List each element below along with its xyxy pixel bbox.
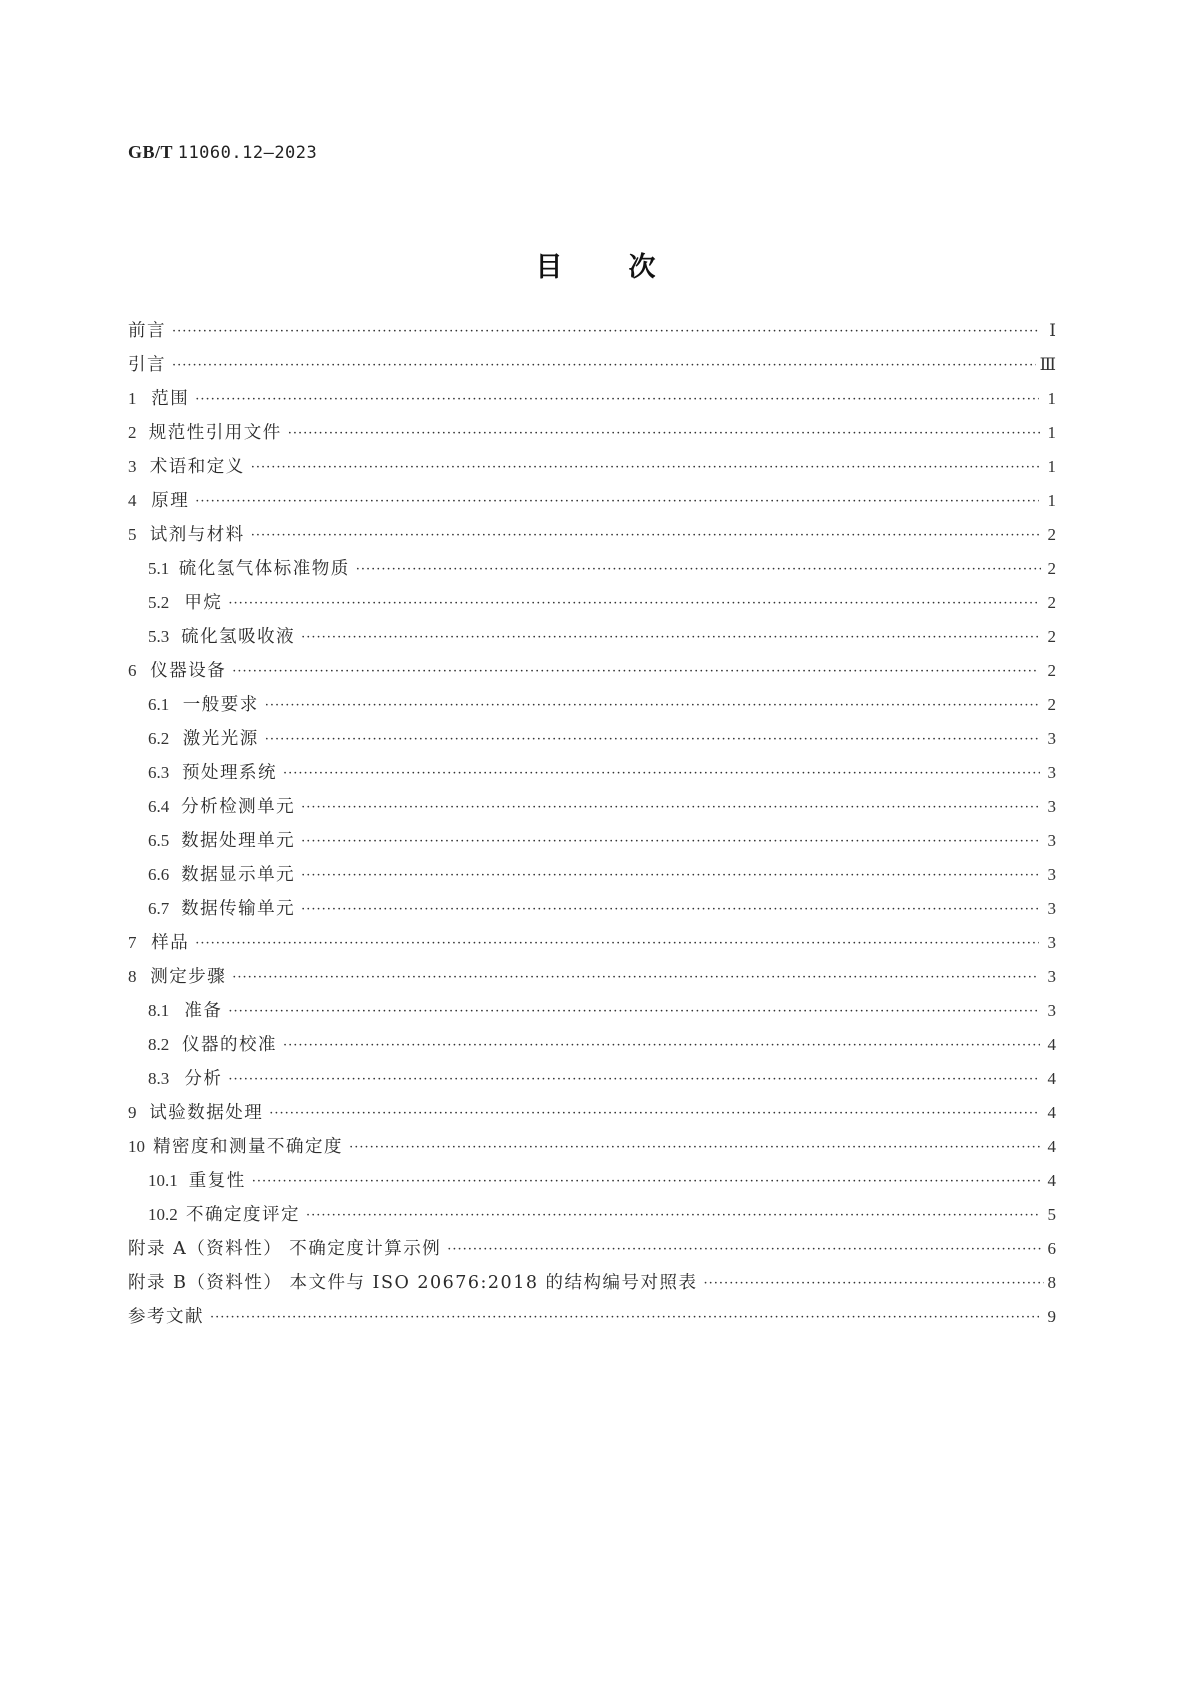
toc-dot-leader (283, 759, 1040, 789)
toc-entry-page: 3 (1047, 763, 1056, 782)
toc-dot-leader (447, 1235, 1043, 1265)
toc-entry-label: 引言 (128, 355, 166, 375)
toc-entry-page: 2 (1047, 661, 1056, 680)
toc-entry-page: Ⅲ (1039, 355, 1056, 374)
toc-entry-number: 6.4 (148, 797, 170, 816)
toc-entry-number: 4 (128, 491, 137, 510)
toc-dot-leader (172, 351, 1036, 381)
toc-entry-label: 前言 (128, 321, 166, 341)
toc-entry-label: 重复性 (188, 1171, 246, 1191)
toc-dot-leader (265, 725, 1040, 755)
toc-entry-6-1[interactable] (128, 690, 1056, 720)
toc-entry-label: 激光光源 (182, 729, 259, 749)
toc-entry-label: 原理 (151, 491, 190, 511)
toc-entry-number: 6.7 (148, 899, 170, 918)
toc-entry-9[interactable] (128, 1098, 1056, 1128)
toc-entry-8-2[interactable] (128, 1030, 1056, 1060)
toc-dot-leader (195, 487, 1039, 517)
toc-dot-leader (172, 317, 1039, 347)
toc-entry-10-2[interactable] (128, 1200, 1056, 1230)
toc-entry-number: 5.3 (148, 627, 170, 646)
toc-entry-label: 规范性引用文件 (148, 423, 282, 443)
toc-entry-8[interactable] (128, 962, 1056, 992)
document-code-number: 11060.12—2023 (177, 143, 318, 163)
toc-dot-leader (269, 1099, 1040, 1129)
toc-entry-label: 准备 (184, 1001, 223, 1021)
toc-entry-page: 8 (1047, 1273, 1056, 1292)
toc-entry-5[interactable] (128, 520, 1056, 550)
toc-dot-leader (356, 555, 1042, 585)
toc-dot-leader (288, 419, 1041, 449)
toc-entry-8-1[interactable] (128, 996, 1056, 1026)
toc-entry-number: 8.1 (148, 1001, 170, 1020)
toc-entry-5-1[interactable] (128, 554, 1056, 584)
toc-entry-5-3[interactable] (128, 622, 1056, 652)
toc-dot-leader (228, 1065, 1039, 1095)
toc-entry-number: 10 (128, 1137, 145, 1156)
toc-entry-page: 2 (1047, 559, 1056, 578)
toc-dot-leader (301, 861, 1040, 891)
toc-entry-8-3[interactable] (128, 1064, 1056, 1094)
toc-entry-label: 不确定度评定 (186, 1205, 300, 1225)
toc-entry-foreword[interactable] (128, 316, 1056, 346)
toc-dot-leader (301, 793, 1040, 823)
toc-entry-number: 7 (128, 933, 137, 952)
toc-entry-label: 数据显示单元 (181, 865, 296, 885)
toc-entry-label: 甲烷 (184, 593, 223, 613)
toc-entry-label: 分析 (184, 1069, 223, 1089)
toc-entry-3[interactable] (128, 452, 1056, 482)
toc-dot-leader (349, 1133, 1041, 1163)
toc-entry-number: 8.2 (148, 1035, 170, 1054)
toc-entry-number: 8.3 (148, 1069, 170, 1088)
toc-dot-leader (301, 827, 1040, 857)
toc-entry-page: Ⅰ (1049, 321, 1056, 340)
toc-entry-7[interactable] (128, 928, 1056, 958)
toc-entry-label: 试剂与材料 (149, 525, 245, 545)
page-title-char-2: 次 (628, 252, 656, 283)
toc-entry-number: 9 (128, 1103, 137, 1122)
toc-entry-page: 4 (1047, 1069, 1056, 1088)
toc-dot-leader (301, 895, 1040, 925)
toc-entry-annex-a[interactable] (128, 1234, 1056, 1264)
toc-entry-number: 6.5 (148, 831, 170, 850)
toc-entry-page: 1 (1047, 389, 1057, 408)
toc-entry-page: 9 (1047, 1307, 1056, 1326)
toc-entry-5-2[interactable] (128, 588, 1056, 618)
toc-entry-number: 10.1 (148, 1171, 178, 1190)
toc-entry-6-5[interactable] (128, 826, 1056, 856)
toc-entry-page: 3 (1047, 967, 1056, 986)
toc-entry-number: 6.1 (148, 695, 170, 714)
toc-entry-page: 2 (1047, 695, 1056, 714)
toc-entry-page: 3 (1047, 729, 1056, 748)
toc-entry-page: 3 (1047, 797, 1056, 816)
toc-entry-label: 数据处理单元 (181, 831, 296, 851)
toc-entry-4[interactable] (128, 486, 1056, 516)
document-code-prefix: GB/T (128, 142, 173, 162)
toc-entry-annex-b[interactable] (128, 1268, 1056, 1298)
toc-dot-leader (704, 1269, 1044, 1299)
toc-entry-page: 3 (1047, 831, 1056, 850)
toc-entry-page: 1 (1047, 491, 1057, 510)
toc-entry-number: 6.6 (148, 865, 170, 884)
toc-entry-10[interactable] (128, 1132, 1056, 1162)
toc-entry-number: 3 (128, 457, 137, 476)
toc-entry-6[interactable] (128, 656, 1056, 686)
toc-entry-bibliography[interactable] (128, 1302, 1056, 1332)
toc-entry-number: 8 (128, 967, 137, 986)
toc-dot-leader (265, 691, 1040, 721)
toc-entry-label: 样品 (151, 933, 190, 953)
toc-entry-label: 仪器的校准 (181, 1035, 277, 1055)
toc-entry-1[interactable] (128, 384, 1056, 414)
toc-entry-number: 6.3 (148, 763, 170, 782)
toc-entry-page: 4 (1047, 1171, 1057, 1190)
toc-entry-label: 分析检测单元 (181, 797, 296, 817)
toc-entry-introduction[interactable] (128, 350, 1056, 380)
page-title (0, 245, 1191, 284)
toc-entry-label: 一般要求 (182, 695, 259, 715)
toc-entry-6-6[interactable] (128, 860, 1056, 890)
toc-entry-label: 附录 A（资料性） 不确定度计算示例 (128, 1239, 442, 1259)
toc-entry-number: 6 (128, 661, 137, 680)
toc-dot-leader (228, 589, 1039, 619)
toc-entry-6-7[interactable] (128, 894, 1056, 924)
toc-entry-number: 5.2 (148, 593, 170, 612)
toc-entry-page: 3 (1047, 933, 1057, 952)
toc-entry-label: 术语和定义 (149, 457, 245, 477)
toc-dot-leader (301, 623, 1040, 653)
toc-entry-page: 1 (1047, 423, 1056, 442)
page-title-char-1: 目 (535, 252, 563, 283)
toc-entry-6-4[interactable] (128, 792, 1056, 822)
toc-entry-6-2[interactable] (128, 724, 1056, 754)
toc-entry-label: 参考文献 (128, 1307, 204, 1327)
toc-entry-page: 5 (1047, 1205, 1056, 1224)
toc-entry-label: 附录 B（资料性） 本文件与 ISO 20676:2018 的结构编号对照表 (128, 1273, 698, 1293)
toc-entry-page: 2 (1047, 525, 1056, 544)
toc-dot-leader (195, 385, 1039, 415)
toc-entry-label: 硫化氢气体标准物质 (178, 559, 350, 579)
toc-entry-label: 数据传输单元 (181, 899, 296, 919)
toc-entry-number: 2 (128, 423, 137, 442)
toc-entry-number: 1 (128, 389, 137, 408)
toc-dot-leader (210, 1303, 1039, 1333)
toc-dot-leader (232, 657, 1039, 687)
toc-entry-label: 硫化氢吸收液 (181, 627, 296, 647)
toc-entry-page: 4 (1047, 1137, 1056, 1156)
toc-entry-label: 测定步骤 (150, 967, 227, 987)
toc-entry-page: 4 (1047, 1103, 1057, 1122)
toc-entry-page: 6 (1047, 1239, 1056, 1258)
toc-entry-page: 3 (1047, 865, 1056, 884)
toc-entry-page: 2 (1047, 627, 1056, 646)
toc-entry-page: 3 (1047, 1001, 1056, 1020)
toc-entry-6-3[interactable] (128, 758, 1056, 788)
toc-entry-label: 试验数据处理 (149, 1103, 264, 1123)
toc-entry-number: 10.2 (148, 1205, 178, 1224)
toc-entry-label: 精密度和测量不确定度 (153, 1137, 344, 1157)
document-code (128, 142, 317, 163)
toc-dot-leader (228, 997, 1039, 1027)
toc-entry-page: 3 (1047, 899, 1056, 918)
toc-dot-leader (251, 453, 1040, 483)
toc-dot-leader (283, 1031, 1040, 1061)
toc-entry-label: 预处理系统 (181, 763, 277, 783)
toc-entry-number: 5 (128, 525, 137, 544)
toc-dot-leader (251, 521, 1040, 551)
toc-entry-page: 4 (1047, 1035, 1056, 1054)
toc-entry-label: 范围 (151, 389, 190, 409)
toc-entry-2[interactable] (128, 418, 1056, 448)
toc-entry-label: 仪器设备 (150, 661, 227, 681)
toc-dot-leader (252, 1167, 1040, 1197)
toc-dot-leader (232, 963, 1039, 993)
toc-dot-leader (306, 1201, 1041, 1231)
toc-dot-leader (195, 929, 1039, 959)
toc-entry-page: 2 (1047, 593, 1056, 612)
toc-entry-page: 1 (1047, 457, 1056, 476)
toc-entry-number: 5.1 (148, 559, 170, 578)
toc-entry-10-1[interactable] (128, 1166, 1056, 1196)
toc-entry-number: 6.2 (148, 729, 170, 748)
